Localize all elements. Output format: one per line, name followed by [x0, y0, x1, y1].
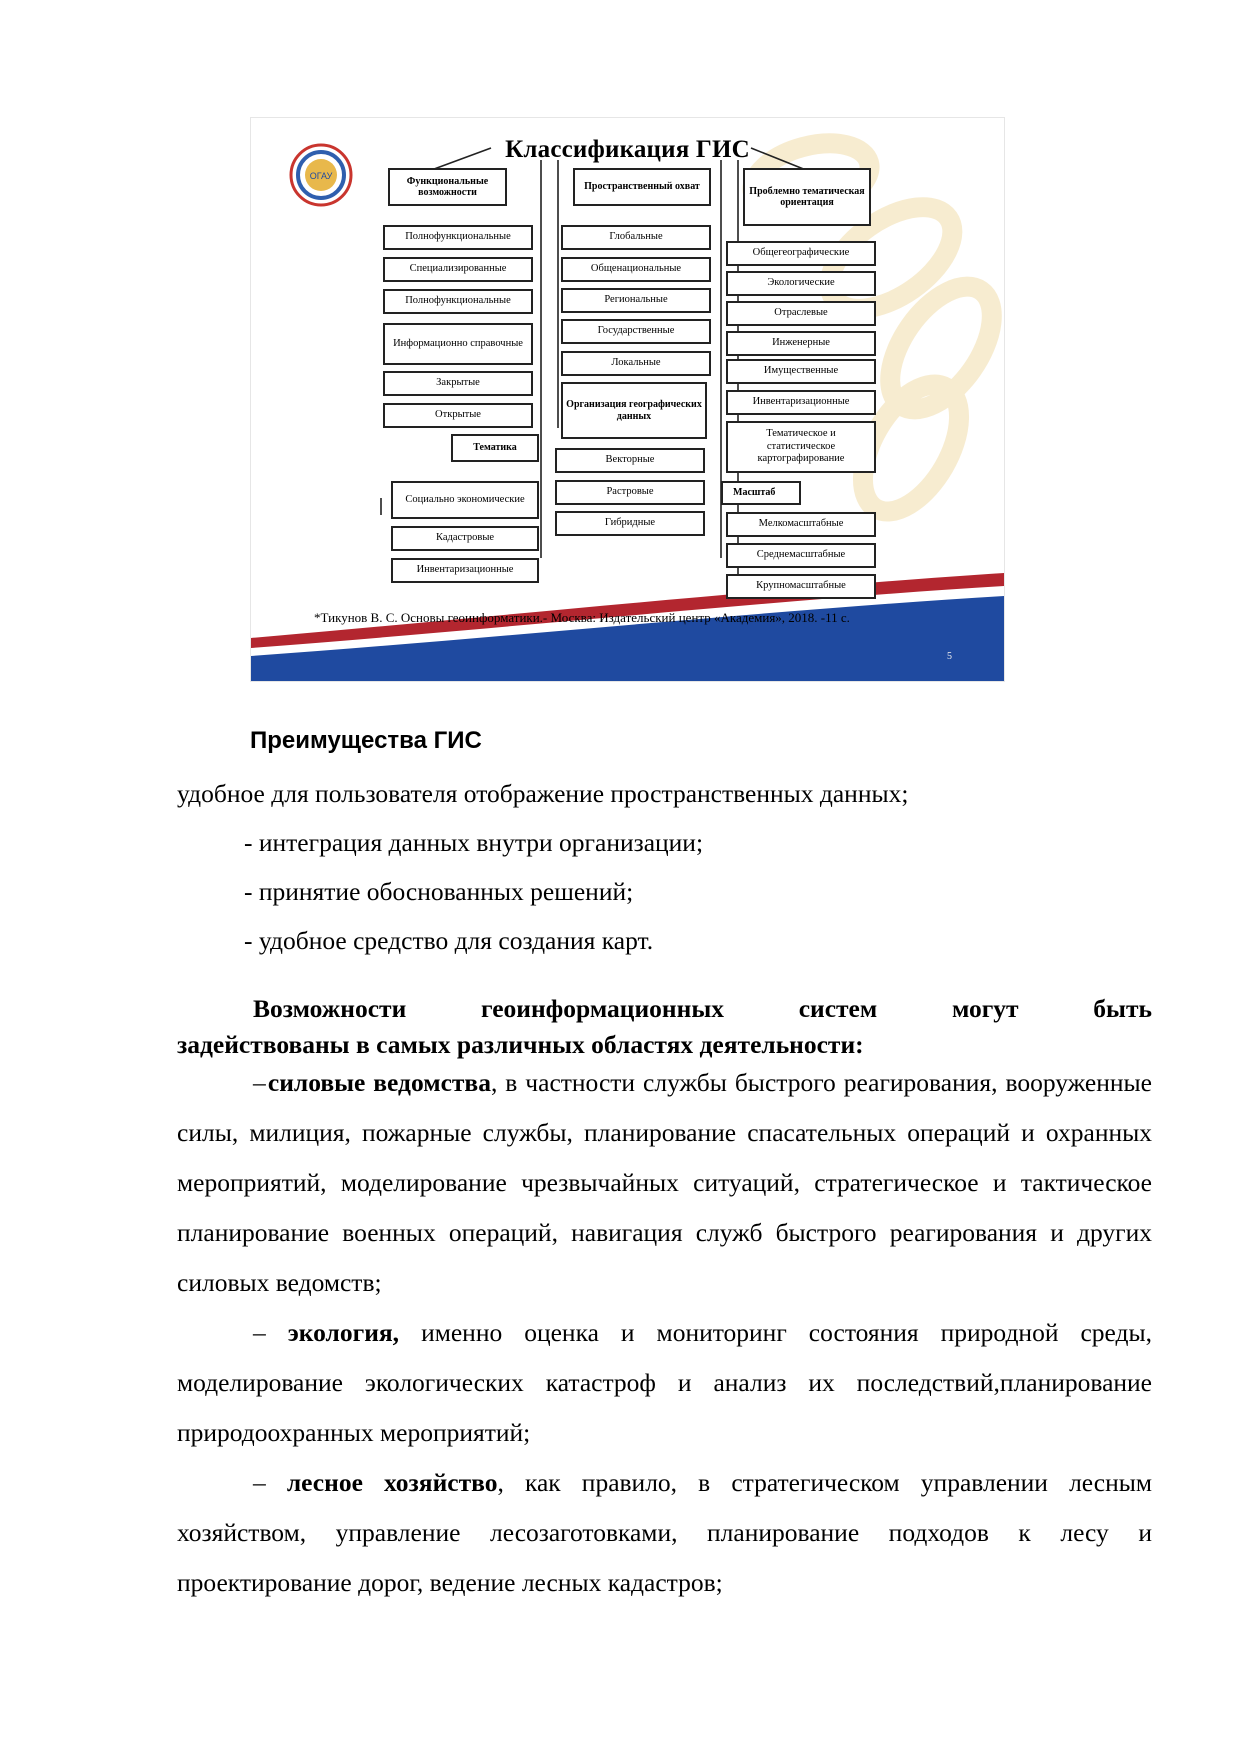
- advantage-item: - интеграция данных внутри организации;: [244, 828, 704, 857]
- func-item: Информационно справочные: [383, 323, 533, 365]
- slide-title: Классификация ГИС: [505, 136, 750, 163]
- thematic-item: Имущественные: [726, 359, 876, 384]
- tematika-item: Социально экономические: [391, 481, 539, 519]
- dash: –: [253, 1068, 266, 1097]
- func-item: Открытые: [383, 403, 533, 428]
- spatial-item: Локальные: [561, 351, 711, 376]
- area-term: экология,: [287, 1318, 400, 1347]
- thematic-item: Отраслевые: [726, 301, 876, 326]
- functional-header: Функциональные возможности: [388, 168, 507, 206]
- classification-slide: [250, 117, 1005, 682]
- area-description: , как правило, в стратегическом управлении лесным хозяйством, управление лесозаготовками, планирование подходов к лесу и проектирование дорог, ведение лесных кадастров;: [177, 1468, 1152, 1597]
- capability-paragraph-ecology: [177, 1308, 1152, 1458]
- tematika-item: Кадастровые: [391, 526, 539, 551]
- capabilities-intro-line2: задействованы в самых различных областях деятельности:: [177, 1030, 864, 1059]
- intro-word: быть: [1093, 994, 1152, 1023]
- scale-header: Масштаб: [721, 481, 801, 505]
- capability-paragraph-forestry: [177, 1458, 1152, 1608]
- area-term: силовые ведомства: [267, 1068, 491, 1097]
- advantages-heading: Преимущества ГИС: [250, 727, 482, 754]
- thematic-item: Инвентаризационные: [726, 390, 876, 415]
- func-item: Полнофункциональные: [383, 289, 533, 314]
- organization-header: Организация географических данных: [561, 382, 707, 439]
- capability-paragraph-security: [177, 1058, 1152, 1308]
- area-description: , в частности службы быстрого реагирования, вооруженные силы, милиция, пожарные службы, планирование спасательных операций и охранных мероприятий, моделирование чрезвычайных ситуаций, стратегическое и тактическое планирование военных операций, навигация служб быстрого реагирования и других силовых ведомств;: [177, 1068, 1152, 1297]
- spatial-item: Государственные: [561, 319, 711, 344]
- advantage-item: удобное для пользователя отображение пространственных данных;: [177, 779, 909, 808]
- intro-word: геоинформационных: [480, 994, 724, 1023]
- spatial-item: Общенациональные: [561, 257, 711, 282]
- org-item: Векторные: [555, 448, 705, 473]
- thematic-item: Тематическое и статистическое картографирование: [726, 421, 876, 473]
- thematic-header: Проблемно тематическая ориентация: [743, 168, 871, 226]
- advantage-item: - удобное средство для создания карт.: [244, 926, 654, 955]
- slide-page-number: 5: [947, 651, 952, 662]
- dash: –: [253, 1318, 266, 1347]
- thematic-item: Экологические: [726, 271, 876, 296]
- area-term: лесное хозяйство: [286, 1468, 498, 1497]
- func-item: Закрытые: [383, 371, 533, 396]
- scale-item: Среднемасштабные: [726, 543, 876, 568]
- dash: –: [253, 1468, 266, 1497]
- spatial-item: Глобальные: [561, 225, 711, 250]
- func-item: Специализированные: [383, 257, 533, 282]
- area-description: именно оценка и мониторинг состояния природной среды, моделирование экологических катастроф и анализ их последствий,планирование природоохранных мероприятий;: [177, 1318, 1153, 1447]
- thematic-item: Инженерные: [726, 331, 876, 356]
- org-item: Гибридные: [555, 511, 705, 536]
- spatial-header: Пространственный охват: [573, 168, 711, 206]
- advantage-item: - принятие обоснованных решений;: [244, 877, 634, 906]
- tematika-header: Тематика: [451, 434, 539, 462]
- thematic-item: Общегеографические: [726, 241, 876, 266]
- org-item: Растровые: [555, 480, 705, 505]
- intro-word: могут: [951, 994, 1019, 1023]
- spatial-item: Региональные: [561, 288, 711, 313]
- slide-footnote: *Тикунов В. С. Основы геоинформатики.- Москва: Издательский центр «Академия», 2018. -11 с.: [314, 610, 850, 625]
- capabilities-intro-line1: [177, 994, 1152, 1024]
- scale-item: Мелкомасштабные: [726, 512, 876, 537]
- intro-word: систем: [798, 994, 878, 1023]
- func-item: Полнофункциональные: [383, 225, 533, 250]
- scale-item: Крупномасштабные: [726, 574, 876, 599]
- intro-word: Возможности: [253, 994, 407, 1023]
- logo-text: ОГАУ: [309, 171, 333, 181]
- tematika-item: Инвентаризационные: [391, 558, 539, 583]
